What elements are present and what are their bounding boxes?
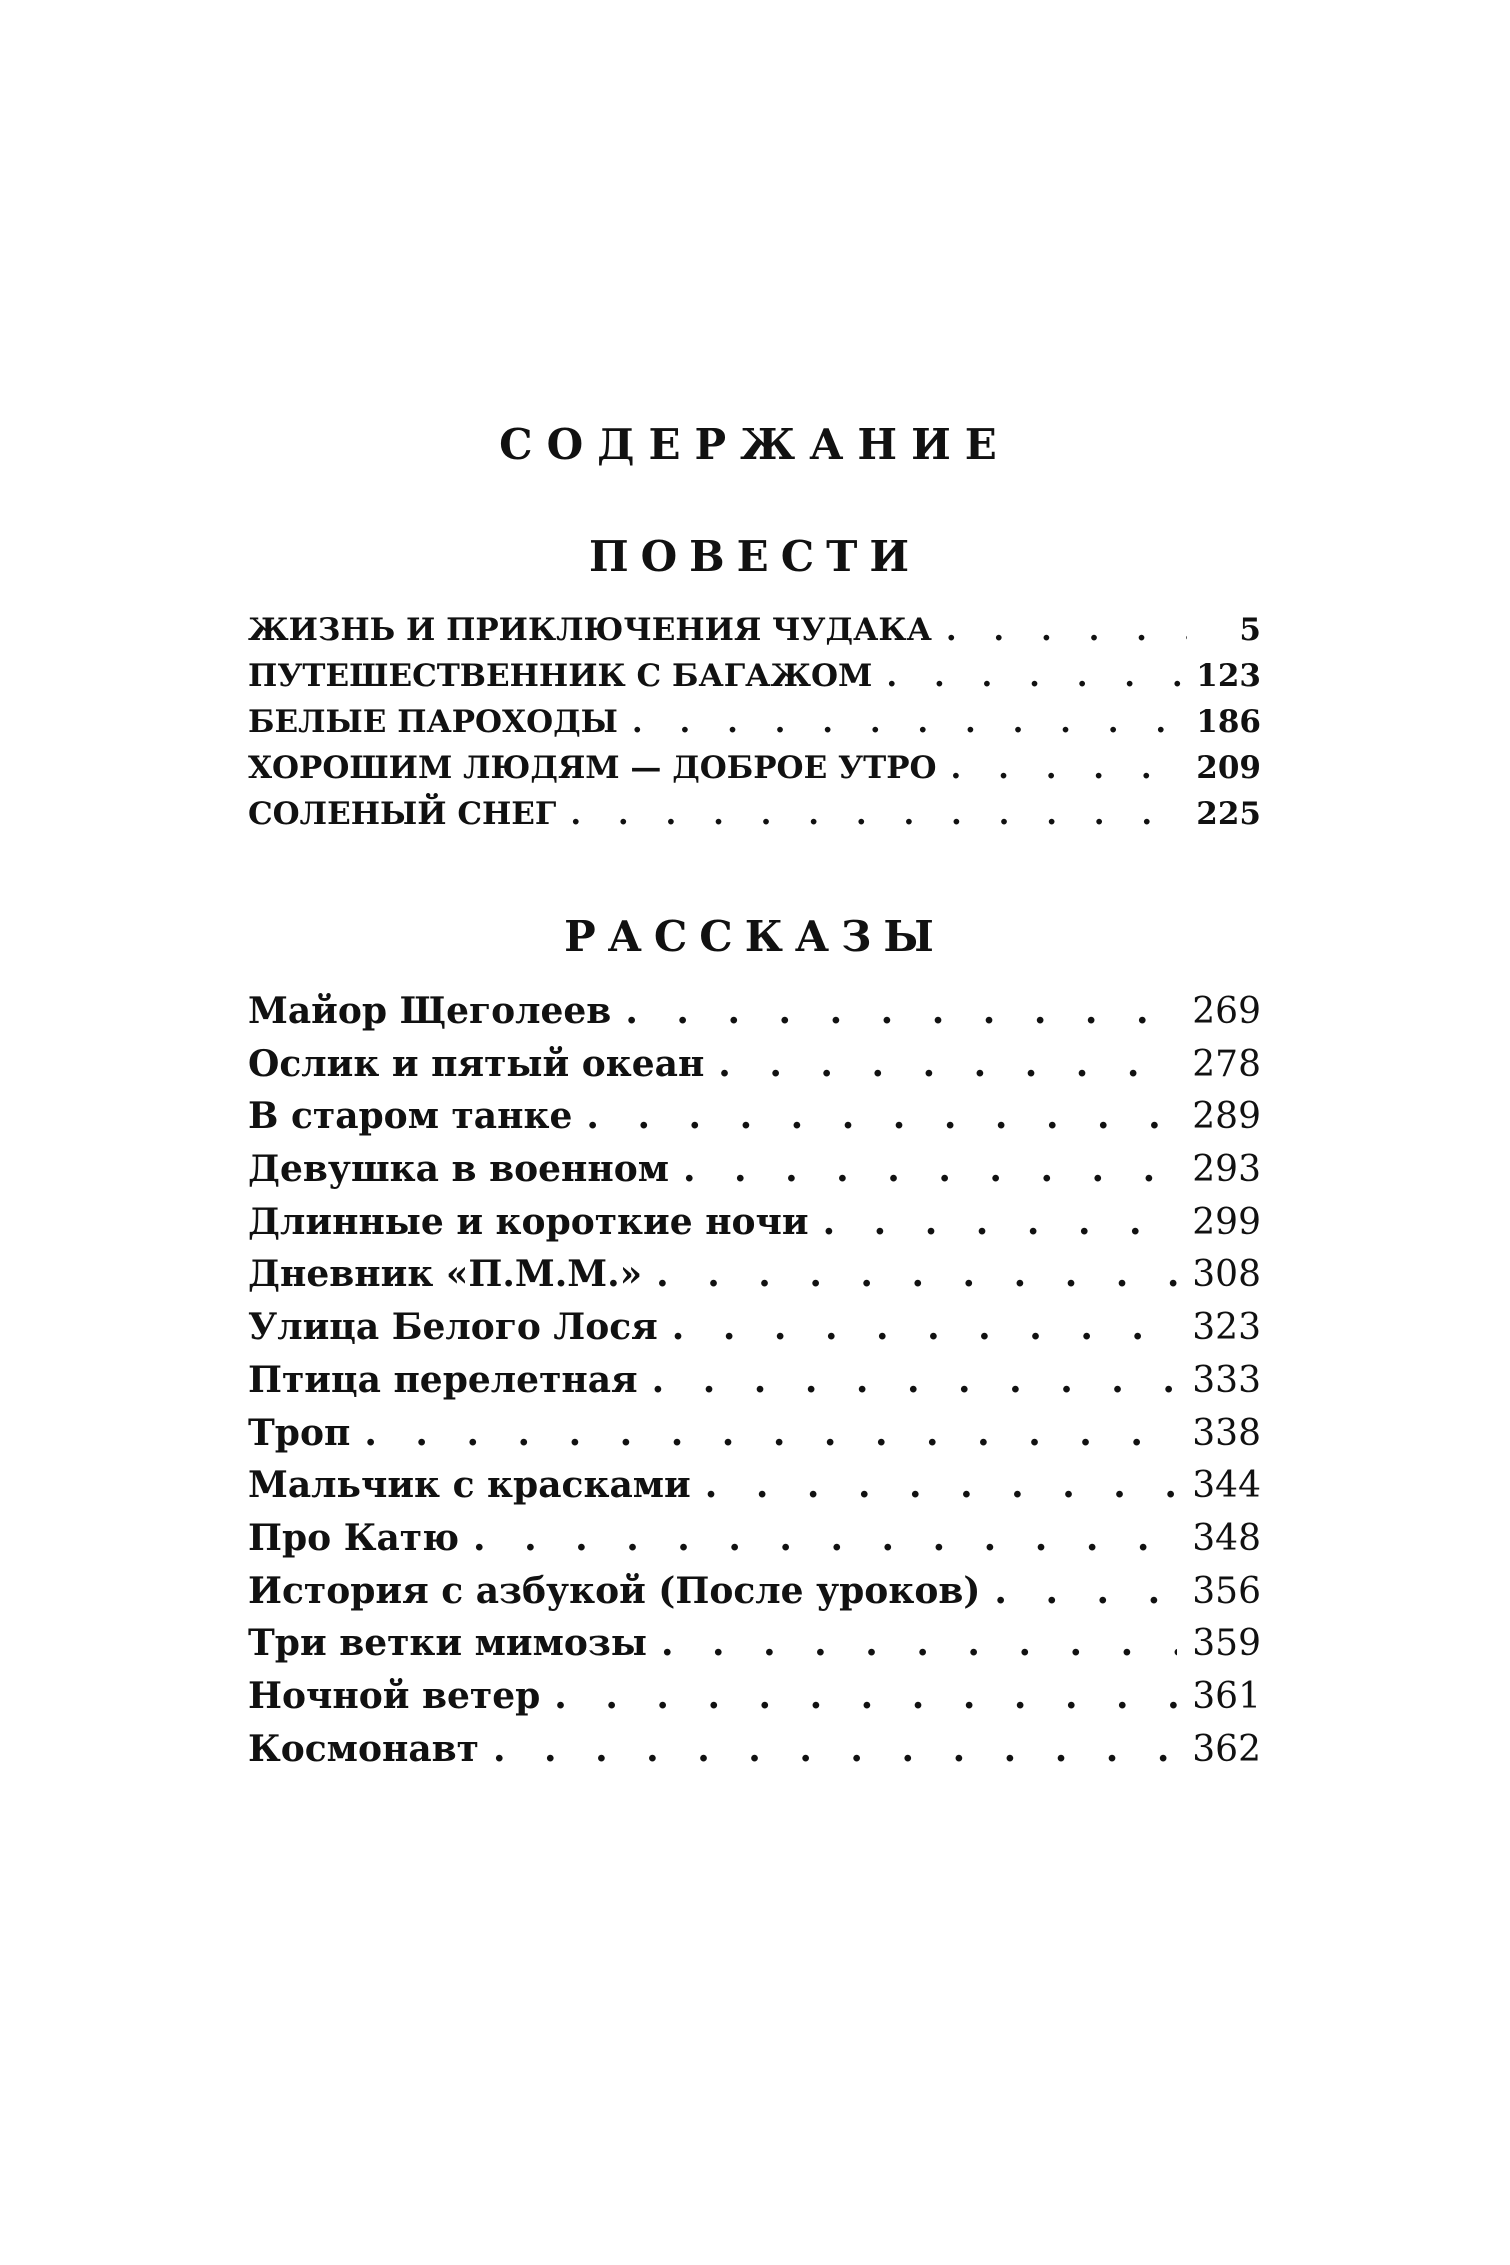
toc-entry[interactable]	[248, 1043, 1261, 1096]
dot-leader	[586, 1095, 1177, 1137]
toc-entry-title: История с азбукой (После уроков)	[248, 1569, 981, 1612]
toc-entry-title: Мальчик с красками	[248, 1464, 691, 1507]
toc-entry-page: 225	[1196, 796, 1261, 832]
dot-leader	[364, 1412, 1177, 1454]
toc-entry-page: 278	[1192, 1043, 1261, 1085]
toc-entry-page: 308	[1192, 1254, 1261, 1296]
dot-leader	[886, 658, 1182, 694]
toc-entry[interactable]	[248, 1201, 1261, 1254]
toc-entry-title: ХОРОШИМ ЛЮДЯМ — ДОБРОЕ УТРО	[248, 750, 937, 786]
toc-entry-page: 123	[1196, 658, 1261, 694]
toc-entry-title: БЕЛЫЕ ПАРОХОДЫ	[248, 704, 618, 740]
toc-entry-page: 348	[1192, 1517, 1261, 1559]
dot-leader	[951, 750, 1183, 786]
toc-entry[interactable]	[248, 704, 1261, 750]
toc-entry-title: СОЛЕНЫЙ СНЕГ	[248, 796, 557, 832]
toc-entry-page: 209	[1196, 750, 1261, 786]
toc-entry-page: 333	[1192, 1359, 1261, 1401]
dot-leader	[946, 612, 1187, 648]
toc-entry[interactable]	[248, 1095, 1261, 1148]
toc-entry-title: Ночной ветер	[248, 1674, 541, 1717]
toc-entry-page: 338	[1192, 1412, 1261, 1454]
toc-entry-page: 361	[1192, 1675, 1261, 1717]
section-heading-rasskazy: РАССКАЗЫ	[564, 912, 946, 961]
toc-list-rasskazy	[248, 990, 1261, 1780]
toc-entry-page: 359	[1192, 1623, 1261, 1665]
section-heading-povesti: ПОВЕСТИ	[588, 532, 922, 581]
toc-entry-title: Улица Белого Лося	[248, 1306, 658, 1349]
toc-entry[interactable]	[248, 1464, 1261, 1517]
dot-leader	[705, 1464, 1177, 1506]
toc-entry-title: Длинные и короткие ночи	[248, 1200, 809, 1243]
dot-leader	[656, 1253, 1177, 1295]
toc-entry[interactable]	[248, 1570, 1261, 1623]
toc-entry-page: 299	[1192, 1201, 1261, 1243]
toc-entry[interactable]	[248, 1148, 1261, 1201]
toc-entry[interactable]	[248, 1306, 1261, 1359]
toc-entry-title: Птица перелетная	[248, 1358, 638, 1401]
toc-entry-page: 293	[1192, 1149, 1261, 1191]
toc-entry-page: 5	[1239, 612, 1261, 648]
dot-leader	[672, 1306, 1177, 1348]
toc-entry-page: 344	[1192, 1465, 1261, 1507]
dot-leader	[823, 1201, 1177, 1243]
toc-entry[interactable]	[248, 990, 1261, 1043]
toc-entry-title: Майор Щеголеев	[248, 990, 612, 1032]
toc-entry[interactable]	[248, 1359, 1261, 1412]
toc-entry-title: Три ветки мимозы	[248, 1622, 647, 1665]
toc-entry[interactable]	[248, 1412, 1261, 1465]
toc-entry[interactable]	[248, 658, 1261, 704]
dot-leader	[632, 704, 1182, 740]
dot-leader	[625, 990, 1177, 1032]
toc-entry-title: Про Катю	[248, 1516, 460, 1559]
toc-entry-page: 186	[1196, 704, 1261, 740]
toc-entry[interactable]	[248, 1728, 1261, 1781]
toc-entry-title: Ослик и пятый океан	[248, 1042, 705, 1085]
toc-entry[interactable]	[248, 796, 1261, 842]
toc-entry-page: 356	[1192, 1570, 1261, 1612]
toc-entry[interactable]	[248, 750, 1261, 796]
dot-leader	[661, 1622, 1177, 1664]
toc-entry-title: ЖИЗНЬ И ПРИКЛЮЧЕНИЯ ЧУДАКА	[248, 612, 932, 648]
toc-entry[interactable]	[248, 1622, 1261, 1675]
toc-entry[interactable]	[248, 1675, 1261, 1728]
toc-entry[interactable]	[248, 1517, 1261, 1570]
toc-entry-page: 362	[1192, 1728, 1261, 1770]
dot-leader	[493, 1728, 1177, 1770]
dot-leader	[570, 796, 1182, 832]
toc-entry[interactable]	[248, 612, 1261, 658]
toc-entry-title: Троп	[248, 1411, 351, 1454]
toc-entry-page: 323	[1192, 1307, 1261, 1349]
dot-leader	[652, 1359, 1177, 1401]
toc-entry-title: В старом танке	[248, 1095, 573, 1138]
toc-list-povesti	[248, 612, 1261, 842]
page-title: СОДЕРЖАНИЕ	[499, 420, 1011, 469]
toc-entry-title: ПУТЕШЕСТВЕННИК С БАГАЖОМ	[248, 658, 873, 694]
toc-entry-title: Космонавт	[248, 1727, 479, 1770]
toc-entry-page: 269	[1192, 991, 1261, 1032]
dot-leader	[554, 1675, 1177, 1717]
toc-entry-title: Дневник «П.М.М.»	[248, 1253, 643, 1296]
toc-entry-page: 289	[1192, 1096, 1261, 1138]
dot-leader	[473, 1517, 1177, 1559]
toc-entry[interactable]	[248, 1253, 1261, 1306]
dot-leader	[718, 1043, 1177, 1085]
dot-leader	[683, 1148, 1177, 1190]
toc-entry-title: Девушка в военном	[248, 1148, 669, 1191]
dot-leader	[994, 1570, 1177, 1612]
